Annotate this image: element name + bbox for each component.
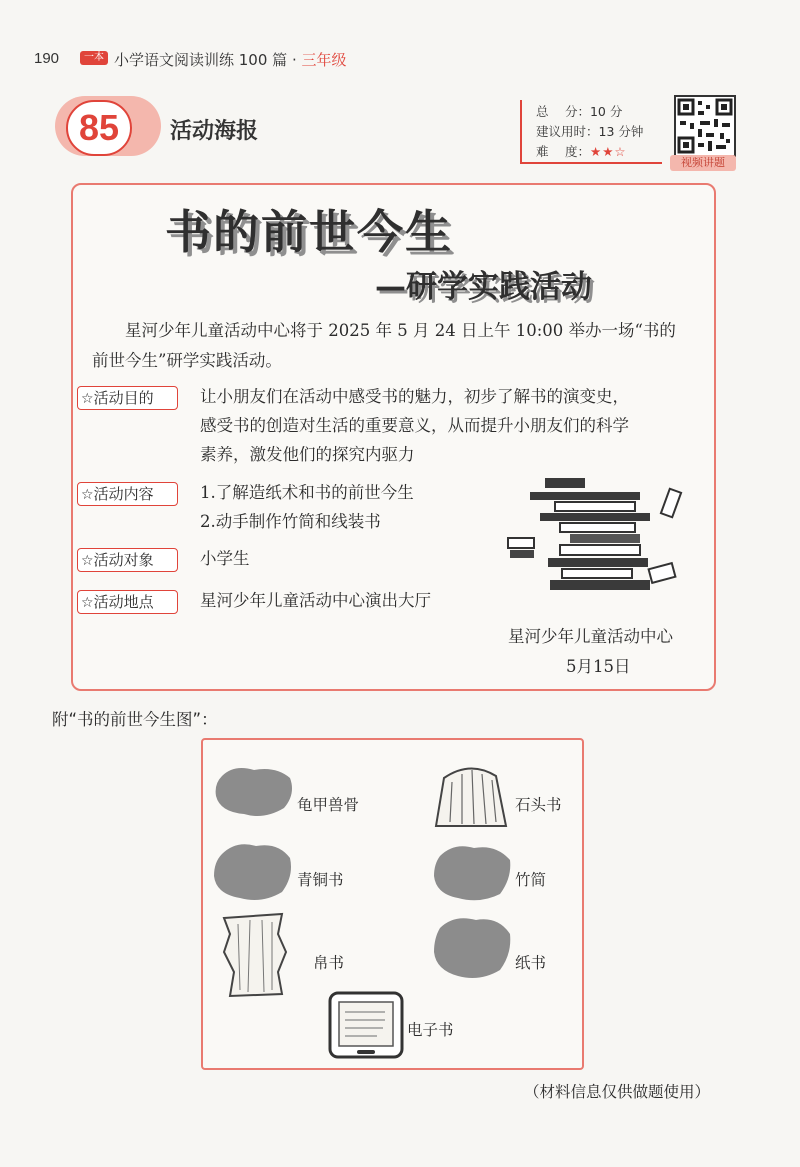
paper-book-image [432,912,514,986]
lesson-title: 活动海报 [170,119,259,144]
star-icon: ☆ [81,553,94,569]
qr-code-icon[interactable] [674,95,736,157]
footer-note: （材料信息仅供做题使用） [524,1083,711,1101]
book-stack-illustration [500,470,690,600]
star-icon: ☆ [81,391,94,407]
poster-intro: 星河少年儿童活动中心将于 2025 年 5 月 24 日上午 10:00 举办一场“书的前世今生”研学实践活动。 [92,321,676,370]
label-bronze-book: 青铜书 [297,871,344,889]
purpose-line: 感受书的创造对生活的重要意义，从而提升小朋友们的科学 [200,416,629,435]
label-paper-book: 纸书 [515,954,547,972]
difficulty-stars: ★★☆ [589,144,627,159]
label-tortoise-shell: 龟甲兽骨 [297,796,360,814]
appendix-caption: 附“书的前世今生图”： [52,710,218,729]
label-silk-book: 帛书 [313,954,345,972]
label-purpose [77,386,178,410]
label-stone-book: 石头书 [515,796,562,814]
signoff-organization: 星河少年儿童活动中心 [508,627,673,646]
label-audience [77,548,178,572]
bamboo-slips-image [432,840,514,908]
poster-subtitle: —研学实践活动 [375,269,592,305]
label-e-book: 电子书 [407,1021,454,1039]
label-audience-text: 活动对象 [93,551,154,569]
star-icon: ☆ [81,595,94,611]
series-badge: 一本 [80,51,108,65]
label-location [77,590,178,614]
purpose-line: 让小朋友们在活动中感受书的魅力，初步了解书的演变史， [200,387,629,406]
series-separator: · [287,51,302,69]
signoff-date: 5月15日 [566,657,631,676]
bronze-book-image [212,840,294,908]
content-line: 1.了解造纸术和书的前世今生 [200,483,414,502]
location-text: 星河少年儿童活动中心演出大厅 [200,591,431,610]
poster-title: 书的前世今生 [165,205,453,259]
stone-book-image [430,758,510,834]
label-content [77,482,178,506]
difficulty-label: 难 度： [536,144,590,159]
series-title [114,49,347,70]
series-name: 小学语文阅读训练 100 篇 [114,51,288,69]
content-line: 2.动手制作竹简和线装书 [200,512,381,531]
suggested-time: 建议用时：13 分钟 [536,124,644,139]
total-score: 总 分：10 分 [536,104,623,119]
content-text [200,478,414,536]
tortoise-shell-image [214,764,296,824]
e-book-image [327,990,405,1064]
label-location-text: 活动地点 [93,593,154,611]
purpose-line: 素养，激发他们的探究内驱力 [200,445,415,464]
label-bamboo-slips: 竹简 [515,871,547,889]
grade-label: 三年级 [301,51,347,69]
lesson-number: 85 [66,100,132,156]
label-purpose-text: 活动目的 [93,389,154,407]
audience-text: 小学生 [200,549,250,568]
silk-book-image [220,912,288,1002]
label-content-text: 活动内容 [93,485,154,503]
star-icon: ☆ [81,487,94,503]
video-lesson-button[interactable]: 视频讲题 [670,155,736,171]
difficulty [536,142,627,160]
purpose-text [200,382,629,469]
page-number: 190 [34,50,60,67]
